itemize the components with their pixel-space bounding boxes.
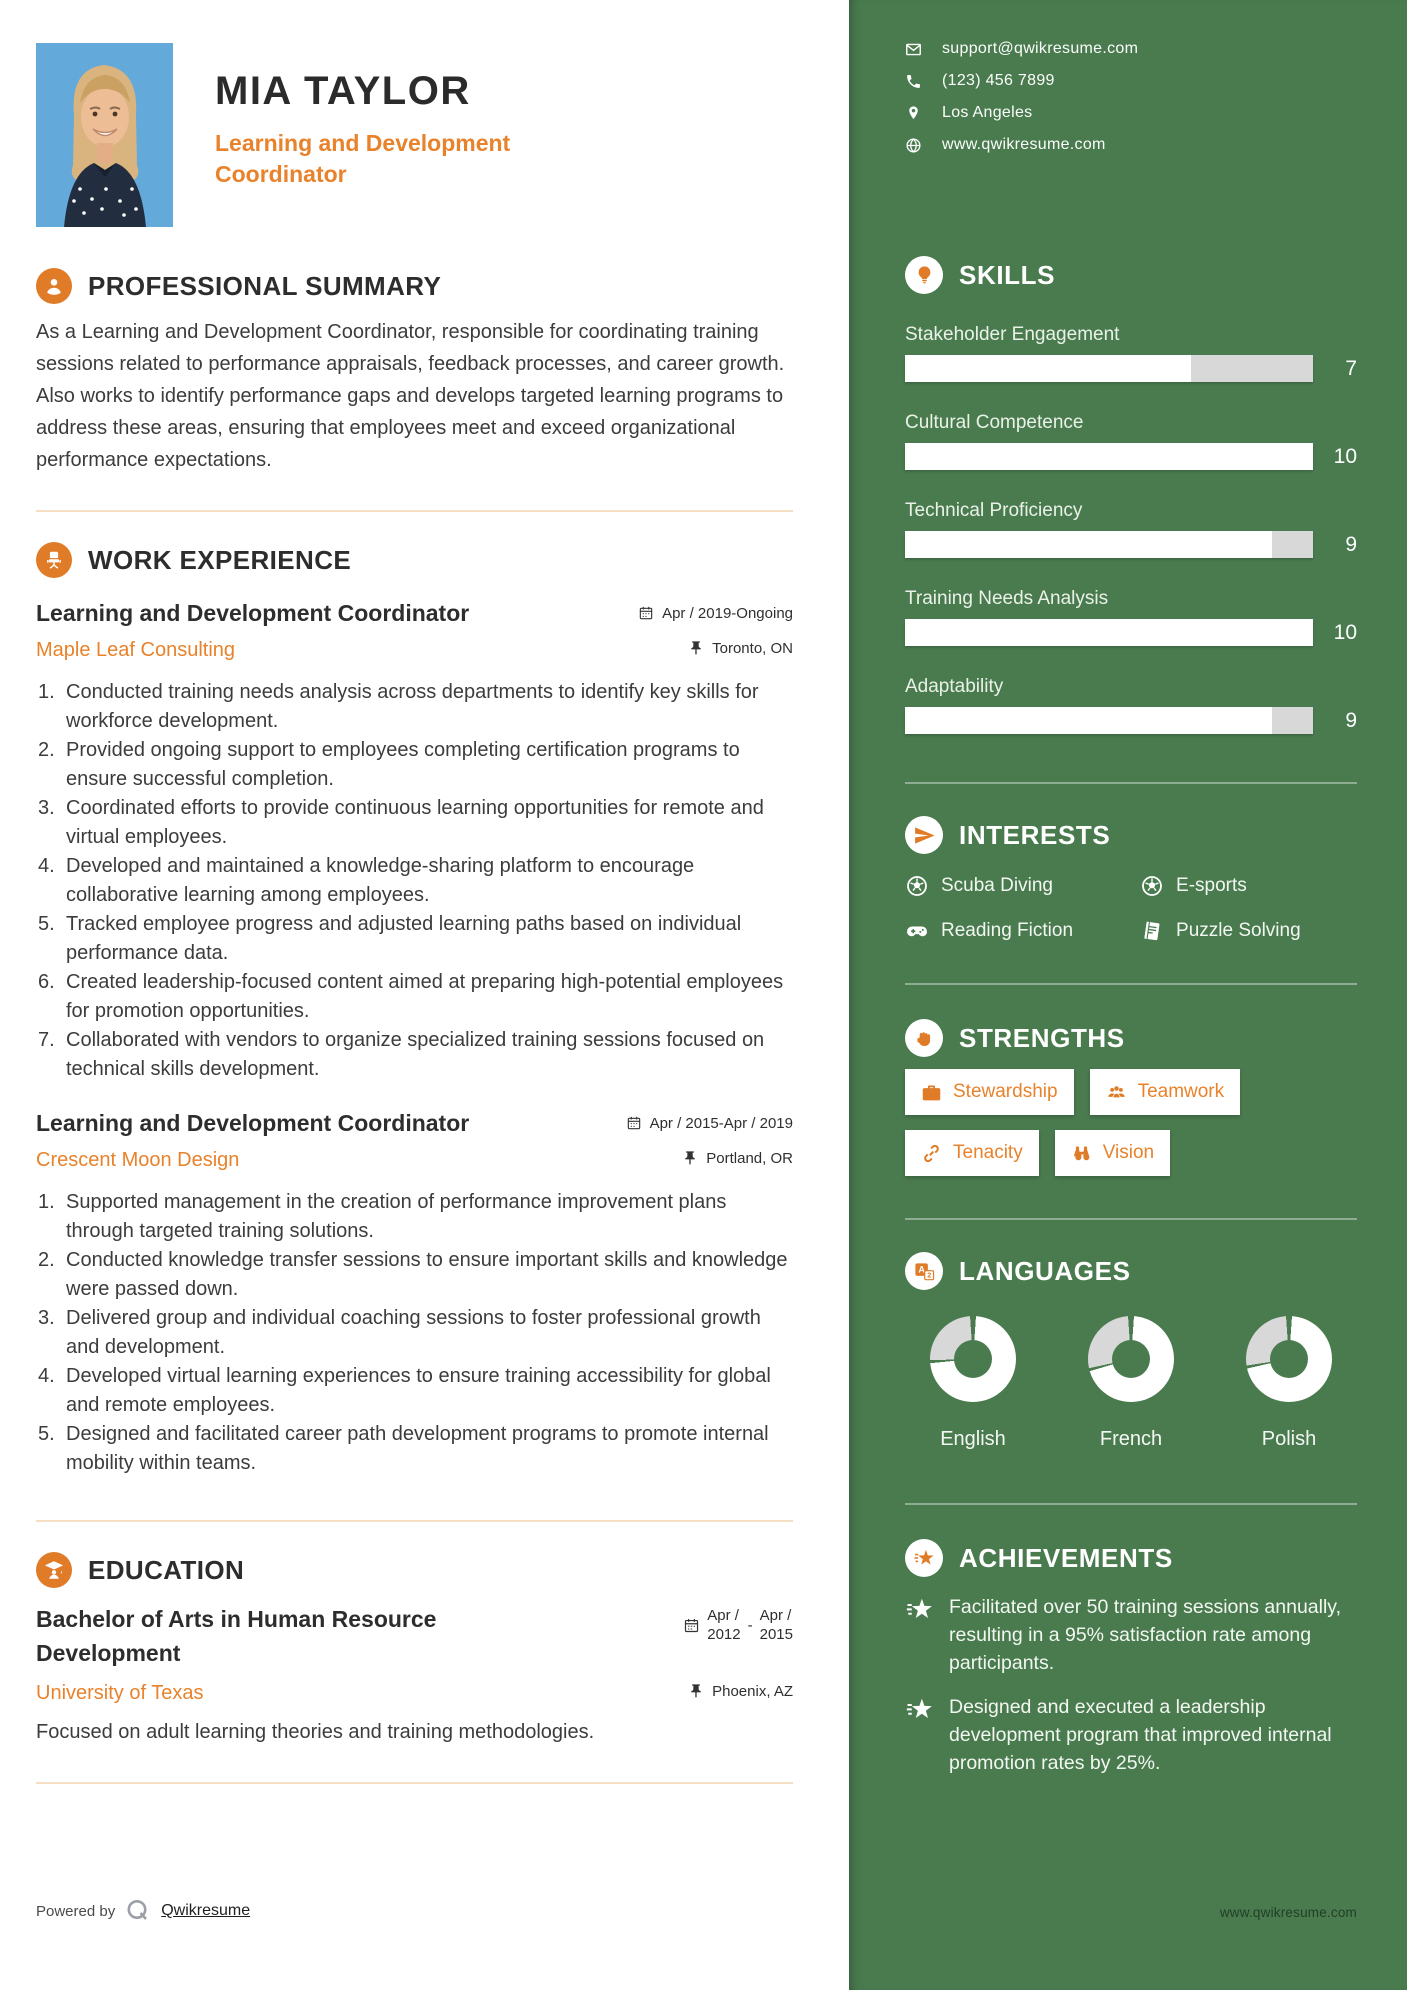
candidate-role [215,128,545,190]
duty-item: Coordinated efforts to provide continuous learning opportunities for remote and virtual employees. [66,797,764,848]
duty-item: Designed and facilitated career path development programs to promote internal mobility within teams. [66,1423,769,1474]
education-location [688,1683,793,1700]
interest-label: Scuba Diving [941,875,1053,896]
job-duties [36,1188,793,1478]
soccer-ball-icon [905,874,929,898]
role-line1: Learning and Development [215,130,511,156]
education-section [36,1552,793,1744]
skill-row [905,676,1357,734]
skill-score: 7 [1345,356,1357,380]
degree-name: Bachelor of Arts in Human Resource Development [36,1606,437,1666]
summary-header [36,268,793,304]
skill-label: Adaptability [905,676,1004,697]
skill-bar [905,619,1357,646]
phone-icon [905,73,922,90]
education-location-text: Phoenix, AZ [712,1682,793,1700]
paper-plane-icon [905,816,943,854]
soccer-ball-icon [1140,874,1164,898]
achievement-item [905,1593,1357,1677]
strength-chip [905,1130,1039,1176]
skill-bar-fill [905,531,1272,558]
identity-block [36,43,793,227]
shooting-star-icon [905,1539,943,1577]
language-item [1071,1316,1191,1451]
duty-item: Tracked employee progress and adjusted learning paths based on individual performance data. [66,913,742,964]
duty-item: Developed and maintained a knowledge-sharing platform to encourage collaborative learning among employees. [66,855,695,906]
powered-by-footer [36,1898,250,1924]
job-location [682,1150,793,1167]
duty-item: Provided ongoing support to employees completing certification programs to ensure successful completion. [66,739,740,790]
achievement-text: Facilitated over 50 training sessions annually, resulting in a 95% satisfaction rate among participants. [949,1596,1342,1674]
skill-row [905,500,1357,558]
skill-bar-fill [905,707,1272,734]
language-label: French [1099,1428,1163,1450]
skill-bar-track [905,619,1313,646]
education-header [36,1552,793,1588]
office-chair-icon [36,542,72,578]
contact-location[interactable] [905,104,1357,122]
divider [36,510,793,512]
skill-label: Training Needs Analysis [905,588,1109,609]
sidebar-column [849,0,1407,1990]
skill-bar [905,531,1357,558]
strength-chips [905,1069,1357,1176]
interests-title: INTERESTS [959,819,1111,850]
interest-label: E-sports [1176,875,1247,896]
strength-label: Teamwork [1137,1081,1225,1102]
interest-item [1140,874,1357,898]
language-donut-chart [1246,1316,1332,1402]
job-duties [36,678,793,1084]
globe-icon [905,137,922,154]
duty-item: Conducted knowledge transfer sessions to ensure important skills and knowledge were passed down. [66,1249,788,1300]
person-icon [36,268,72,304]
lightbulb-icon [905,256,943,294]
contact-website[interactable] [905,136,1357,154]
svg-text:2: 2 [926,1271,931,1280]
school-name: University of Texas [36,1682,204,1704]
skill-row [905,324,1357,382]
interest-label: Puzzle Solving [1176,920,1301,941]
languages-row [905,1316,1357,1451]
achievement-item [905,1693,1357,1777]
job-location-text: Portland, OR [706,1149,793,1167]
skill-bar-track [905,531,1313,558]
languages-title: LANGUAGES [959,1255,1131,1286]
candidate-name: MIA TAYLOR [215,69,471,113]
skill-bar [905,355,1357,382]
binoculars-icon [1071,1143,1092,1164]
skill-label: Technical Proficiency [905,500,1083,521]
skill-score: 10 [1333,620,1357,644]
summary-text: As a Learning and Development Coordinator, responsible for coordinating training sessions related to performance appraisals, feedback processes, and career growth. Also works to identify performance gaps and develops targeted learning programs to address these areas, ensuring that employees meet and exceed organizational performance expectations. [36,321,785,471]
profile-photo [36,43,173,227]
skill-bar-fill [905,619,1313,646]
education-subhead [36,1682,793,1705]
divider [36,1782,793,1784]
job-head [36,600,793,627]
language-donut-chart [930,1316,1016,1402]
svg-text:A: A [917,1264,925,1275]
map-pin-icon [905,105,922,122]
skill-bar [905,443,1357,470]
date-separator: - [747,1616,753,1634]
job-date-text: Apr / 2019-Ongoing [662,604,793,622]
graduate-icon [36,1552,72,1588]
strength-label: Stewardship [953,1081,1058,1102]
role-line2: Coordinator [215,161,347,188]
education-date [683,1606,793,1644]
skills-header [905,256,1357,294]
date-start-year: 2012 [707,1626,741,1643]
achievements-title: ACHIEVEMENTS [959,1542,1173,1573]
duty-item: Conducted training needs analysis across departments to identify key skills for workforce development. [66,681,759,732]
strength-chip [1055,1130,1170,1176]
strengths-title: STRENGTHS [959,1022,1125,1053]
gamepad-icon [905,919,929,943]
strength-label: Tenacity [953,1142,1023,1163]
date-end-month: Apr / [759,1607,792,1624]
pushpin-icon [688,1683,704,1699]
pushpin-icon [682,1150,698,1166]
skill-bar-fill [905,355,1191,382]
date-end [760,1606,793,1644]
education-note: Focused on adult learning theories and training methodologies. [36,1721,595,1743]
envelope-icon [905,41,922,58]
translate-a2-icon [905,1252,943,1290]
contact-location-text: Los Angeles [942,104,1033,121]
date-start-month: Apr / [707,1607,739,1624]
job-company: Crescent Moon Design [36,1149,240,1171]
contact-email[interactable] [905,40,1357,58]
contact-phone[interactable] [905,72,1357,90]
education-entry [36,1602,793,1670]
job-location [688,640,793,657]
divider [36,1520,793,1522]
job-title: Learning and Development Coordinator [36,600,470,626]
strength-chip [905,1069,1074,1115]
job-entry [36,1110,793,1478]
duty-item: Delivered group and individual coaching sessions to foster professional growth and development. [66,1307,761,1358]
job-date [638,605,793,622]
skill-bar-track [905,443,1313,470]
language-label: Polish [1261,1428,1317,1450]
briefcase-icon [921,1082,942,1103]
qwikresume-brand-link[interactable]: Qwikresume [161,1902,251,1919]
skill-score: 9 [1345,708,1357,732]
identity-text [215,43,545,227]
divider [905,782,1357,784]
work-section [36,542,793,1478]
skill-row [905,412,1357,470]
achievement-text: Designed and executed a leadership development program that improved internal promotion rates by 25%. [949,1696,1332,1774]
skill-score: 9 [1345,532,1357,556]
interests-grid [905,874,1357,943]
duty-item: Supported management in the creation of performance improvement plans through targeted training solutions. [66,1191,727,1242]
chain-link-icon [921,1143,942,1164]
skill-bar-track [905,355,1313,382]
contact-website-text: www.qwikresume.com [942,136,1106,153]
achievements-header [905,1539,1357,1577]
qwikresume-logo-icon [125,1898,151,1924]
work-header [36,542,793,578]
divider [905,983,1357,985]
skill-bar [905,707,1357,734]
languages-header [905,1252,1357,1290]
interest-item [905,874,1140,898]
job-entry [36,600,793,1084]
job-date-text: Apr / 2015-Apr / 2019 [649,1114,793,1132]
job-subhead [36,1149,793,1172]
team-icon [1106,1082,1127,1103]
fist-icon [905,1019,943,1057]
calendar-icon [683,1617,700,1634]
summary-title: PROFESSIONAL SUMMARY [88,270,442,301]
education-meta [683,1602,793,1670]
duty-item: Created leadership-focused content aimed at preparing high-potential employees for promotion opportunities. [66,971,784,1022]
footer-website[interactable]: www.qwikresume.com [1219,1905,1357,1920]
job-head [36,1110,793,1137]
strength-label: Vision [1102,1142,1155,1163]
job-subhead [36,639,793,662]
book-icon [1140,919,1164,943]
work-title: WORK EXPERIENCE [88,544,352,575]
job-company: Maple Leaf Consulting [36,639,236,661]
date-start [707,1606,740,1644]
pushpin-icon [688,640,704,656]
language-item [913,1316,1033,1451]
divider [905,1218,1357,1220]
skill-label: Cultural Competence [905,412,1084,433]
contact-email-text: support@qwikresume.com [942,40,1139,57]
job-title: Learning and Development Coordinator [36,1110,470,1136]
powered-by-label: Powered by [36,1902,116,1920]
language-donut-chart [1088,1316,1174,1402]
calendar-icon [638,605,654,621]
divider [905,1503,1357,1505]
skill-bar-track [905,707,1313,734]
interests-header [905,816,1357,854]
interest-item [905,919,1140,943]
skill-score: 10 [1333,444,1357,468]
job-date [626,1115,793,1132]
date-end-year: 2015 [759,1626,793,1643]
summary-section [36,268,793,476]
shooting-star-icon [905,1595,935,1625]
skill-row [905,588,1357,646]
education-title: EDUCATION [88,1554,245,1585]
job-location-text: Toronto, ON [712,639,793,657]
duty-item: Developed virtual learning experiences to ensure training accessibility for global and remote employees. [66,1365,771,1416]
language-item [1229,1316,1349,1451]
contact-phone-text: (123) 456 7899 [942,72,1055,89]
shooting-star-icon [905,1695,935,1725]
strengths-header [905,1019,1357,1057]
strength-chip [1090,1069,1241,1115]
skill-bar-fill [905,443,1313,470]
language-label: English [940,1428,1006,1450]
duty-item: Collaborated with vendors to organize specialized training sessions focused on technical skills development. [66,1029,765,1080]
skill-label: Stakeholder Engagement [905,324,1120,345]
skills-title: SKILLS [959,259,1056,290]
interest-label: Reading Fiction [941,920,1074,941]
calendar-icon [626,1115,642,1131]
interest-item [1140,919,1357,943]
